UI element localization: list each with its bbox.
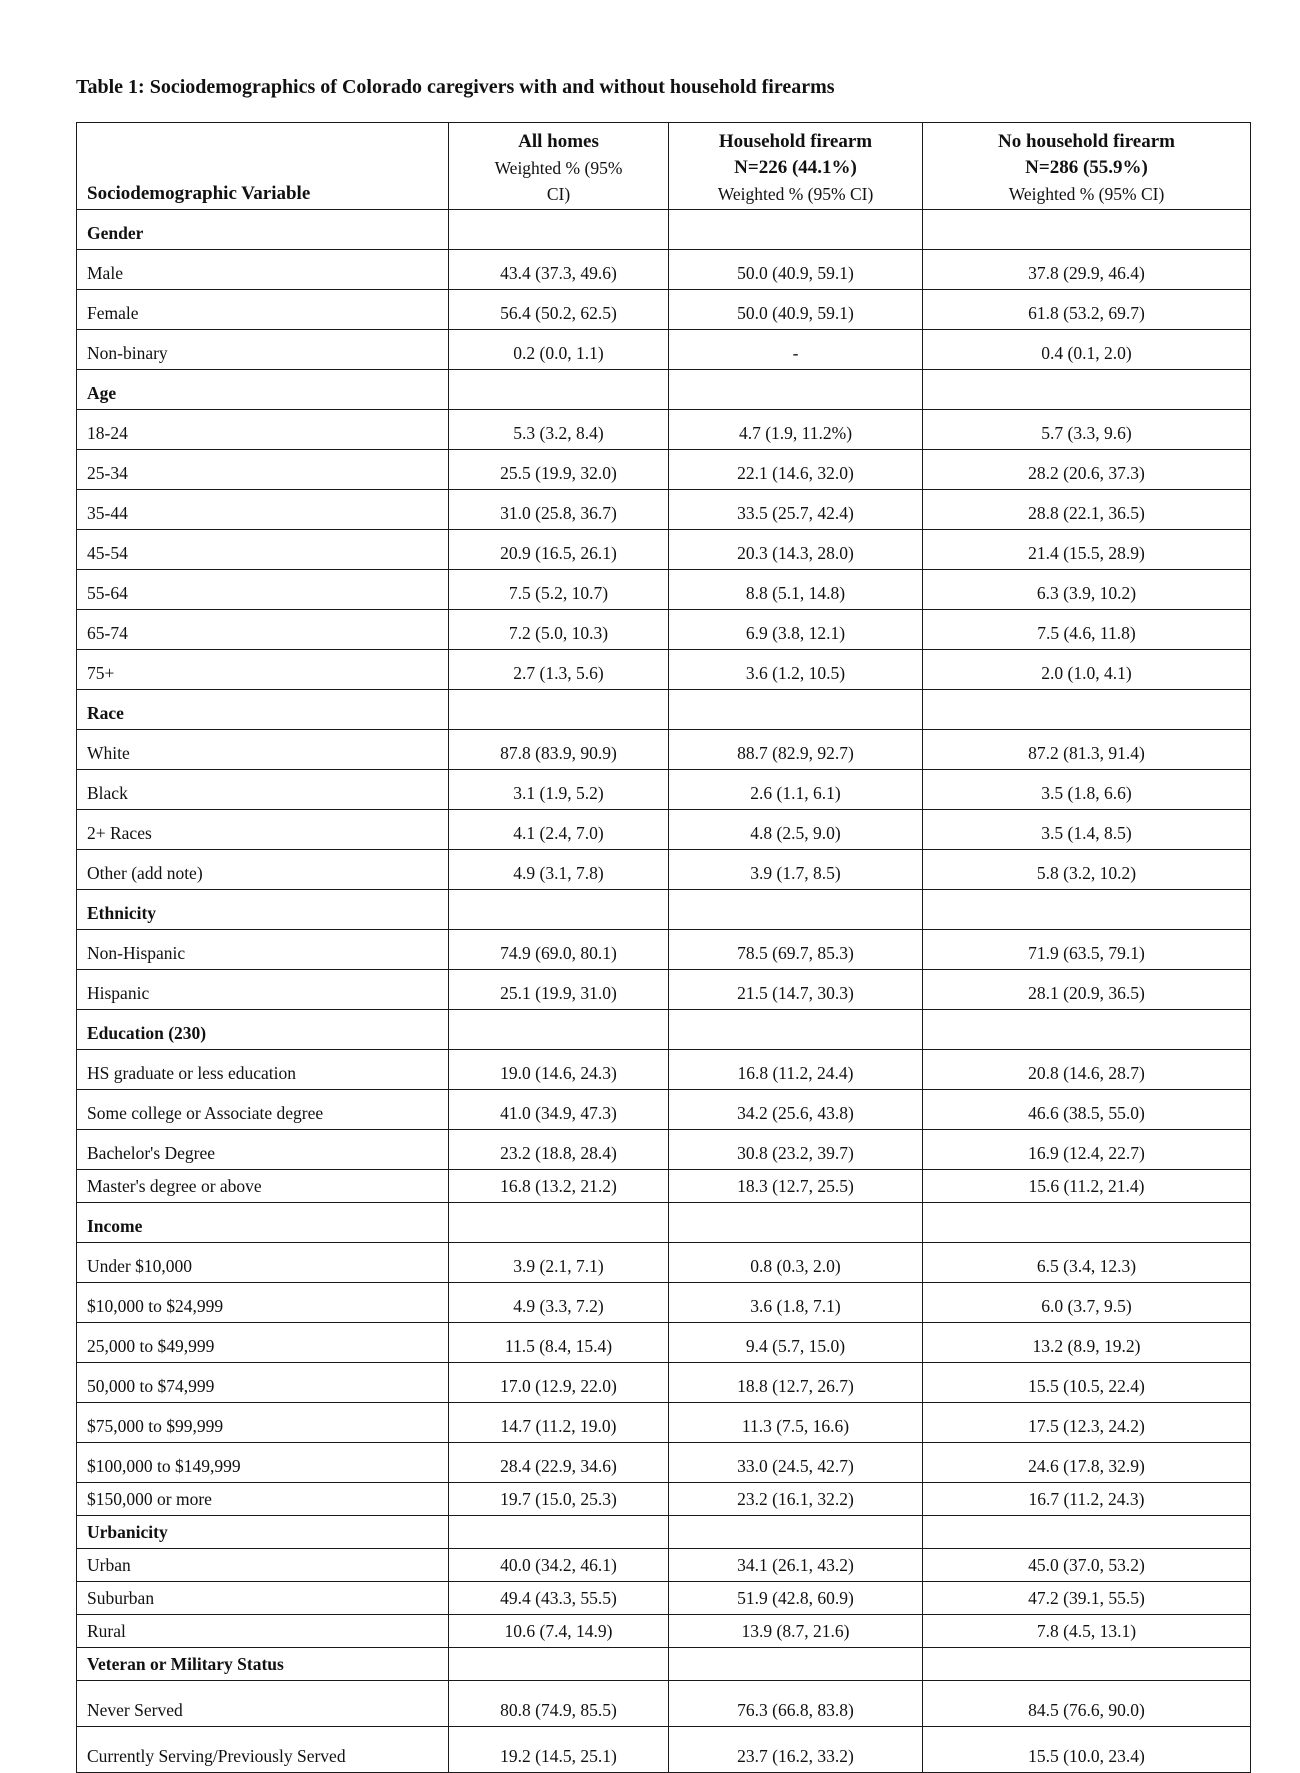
row-label: Non-binary xyxy=(77,330,449,370)
cell-all-homes: 10.6 (7.4, 14.9) xyxy=(449,1615,669,1648)
table-row xyxy=(77,490,1251,530)
cell-no-household-firearm xyxy=(923,1516,1251,1549)
row-label: Other (add note) xyxy=(77,850,449,890)
header-household-firearm-title: Household firearm xyxy=(718,131,873,152)
cell-no-household-firearm: 3.5 (1.4, 8.5) xyxy=(923,810,1251,850)
cell-no-household-firearm: 37.8 (29.9, 46.4) xyxy=(923,250,1251,290)
cell-all-homes: 17.0 (12.9, 22.0) xyxy=(449,1363,669,1403)
cell-no-household-firearm xyxy=(923,210,1251,250)
cell-household-firearm xyxy=(669,690,923,730)
cell-household-firearm: 11.3 (7.5, 16.6) xyxy=(669,1403,923,1443)
table-row xyxy=(77,1130,1251,1170)
cell-household-firearm xyxy=(669,890,923,930)
row-label: Male xyxy=(77,250,449,290)
cell-all-homes xyxy=(449,370,669,410)
table-row xyxy=(77,1681,1251,1727)
cell-household-firearm: 3.9 (1.7, 8.5) xyxy=(669,850,923,890)
row-label: Bachelor's Degree xyxy=(77,1130,449,1170)
cell-no-household-firearm: 28.2 (20.6, 37.3) xyxy=(923,450,1251,490)
cell-all-homes: 41.0 (34.9, 47.3) xyxy=(449,1090,669,1130)
row-label: 75+ xyxy=(77,650,449,690)
category-label: Ethnicity xyxy=(77,890,449,930)
table-row xyxy=(77,930,1251,970)
header-no-household-firearm-title: No household firearm xyxy=(998,131,1175,152)
cell-no-household-firearm: 5.7 (3.3, 9.6) xyxy=(923,410,1251,450)
table-row xyxy=(77,530,1251,570)
header-no-household-firearm xyxy=(923,123,1251,210)
cell-no-household-firearm: 7.8 (4.5, 13.1) xyxy=(923,1615,1251,1648)
table-row xyxy=(77,1403,1251,1443)
header-no-household-firearm-n: N=286 (55.9%) xyxy=(1025,157,1148,178)
cell-household-firearm: 21.5 (14.7, 30.3) xyxy=(669,970,923,1010)
row-label: 25,000 to $49,999 xyxy=(77,1323,449,1363)
row-label: Non-Hispanic xyxy=(77,930,449,970)
cell-all-homes: 16.8 (13.2, 21.2) xyxy=(449,1170,669,1203)
cell-all-homes: 56.4 (50.2, 62.5) xyxy=(449,290,669,330)
row-label: Rural xyxy=(77,1615,449,1648)
cell-all-homes xyxy=(449,690,669,730)
cell-no-household-firearm xyxy=(923,1010,1251,1050)
row-label: Master's degree or above xyxy=(77,1170,449,1203)
cell-household-firearm: 3.6 (1.8, 7.1) xyxy=(669,1283,923,1323)
cell-no-household-firearm: 84.5 (76.6, 90.0) xyxy=(923,1681,1251,1727)
cell-household-firearm: 2.6 (1.1, 6.1) xyxy=(669,770,923,810)
cell-no-household-firearm: 6.0 (3.7, 9.5) xyxy=(923,1283,1251,1323)
cell-household-firearm xyxy=(669,1010,923,1050)
table-title: Table 1: Sociodemographics of Colorado caregivers with and without household firearms xyxy=(76,76,835,98)
cell-no-household-firearm: 5.8 (3.2, 10.2) xyxy=(923,850,1251,890)
cell-no-household-firearm: 15.5 (10.0, 23.4) xyxy=(923,1727,1251,1773)
cell-household-firearm: 4.8 (2.5, 9.0) xyxy=(669,810,923,850)
cell-no-household-firearm: 3.5 (1.8, 6.6) xyxy=(923,770,1251,810)
table-row xyxy=(77,1283,1251,1323)
row-label: 45-54 xyxy=(77,530,449,570)
table-row xyxy=(77,1549,1251,1582)
cell-household-firearm: 88.7 (82.9, 92.7) xyxy=(669,730,923,770)
category-row xyxy=(77,690,1251,730)
category-row xyxy=(77,370,1251,410)
row-label: Hispanic xyxy=(77,970,449,1010)
cell-household-firearm: 34.1 (26.1, 43.2) xyxy=(669,1549,923,1582)
cell-household-firearm: - xyxy=(669,330,923,370)
header-no-household-firearm-sub: Weighted % (95% CI) xyxy=(1008,184,1165,204)
cell-no-household-firearm: 6.3 (3.9, 10.2) xyxy=(923,570,1251,610)
cell-all-homes: 19.7 (15.0, 25.3) xyxy=(449,1483,669,1516)
row-label: 65-74 xyxy=(77,610,449,650)
cell-no-household-firearm xyxy=(923,1203,1251,1243)
cell-household-firearm: 51.9 (42.8, 60.9) xyxy=(669,1582,923,1615)
cell-household-firearm: 8.8 (5.1, 14.8) xyxy=(669,570,923,610)
table-row xyxy=(77,1323,1251,1363)
cell-all-homes: 0.2 (0.0, 1.1) xyxy=(449,330,669,370)
cell-household-firearm: 16.8 (11.2, 24.4) xyxy=(669,1050,923,1090)
cell-all-homes: 4.9 (3.3, 7.2) xyxy=(449,1283,669,1323)
category-label: Veteran or Military Status xyxy=(77,1648,449,1681)
cell-all-homes: 7.2 (5.0, 10.3) xyxy=(449,610,669,650)
table-row xyxy=(77,970,1251,1010)
table-row xyxy=(77,330,1251,370)
cell-no-household-firearm: 45.0 (37.0, 53.2) xyxy=(923,1549,1251,1582)
table-row xyxy=(77,1170,1251,1203)
cell-all-homes: 49.4 (43.3, 55.5) xyxy=(449,1582,669,1615)
cell-no-household-firearm: 28.1 (20.9, 36.5) xyxy=(923,970,1251,1010)
table-row xyxy=(77,1363,1251,1403)
table-row xyxy=(77,1615,1251,1648)
row-label: Urban xyxy=(77,1549,449,1582)
cell-all-homes: 4.1 (2.4, 7.0) xyxy=(449,810,669,850)
cell-no-household-firearm xyxy=(923,890,1251,930)
cell-no-household-firearm: 46.6 (38.5, 55.0) xyxy=(923,1090,1251,1130)
cell-household-firearm xyxy=(669,210,923,250)
header-all-homes-sub2: CI) xyxy=(546,184,571,204)
category-row xyxy=(77,1203,1251,1243)
table-header-row xyxy=(77,123,1251,210)
cell-no-household-firearm: 0.4 (0.1, 2.0) xyxy=(923,330,1251,370)
cell-no-household-firearm: 2.0 (1.0, 4.1) xyxy=(923,650,1251,690)
header-all-homes xyxy=(449,123,669,210)
cell-all-homes: 7.5 (5.2, 10.7) xyxy=(449,570,669,610)
cell-household-firearm: 22.1 (14.6, 32.0) xyxy=(669,450,923,490)
cell-all-homes: 19.2 (14.5, 25.1) xyxy=(449,1727,669,1773)
cell-no-household-firearm: 21.4 (15.5, 28.9) xyxy=(923,530,1251,570)
cell-all-homes: 23.2 (18.8, 28.4) xyxy=(449,1130,669,1170)
cell-no-household-firearm xyxy=(923,1648,1251,1681)
cell-household-firearm: 3.6 (1.2, 10.5) xyxy=(669,650,923,690)
cell-household-firearm: 4.7 (1.9, 11.2%) xyxy=(669,410,923,450)
row-label: 55-64 xyxy=(77,570,449,610)
cell-all-homes: 11.5 (8.4, 15.4) xyxy=(449,1323,669,1363)
cell-all-homes: 2.7 (1.3, 5.6) xyxy=(449,650,669,690)
cell-all-homes: 19.0 (14.6, 24.3) xyxy=(449,1050,669,1090)
cell-all-homes: 74.9 (69.0, 80.1) xyxy=(449,930,669,970)
cell-household-firearm: 33.0 (24.5, 42.7) xyxy=(669,1443,923,1483)
table-row xyxy=(77,410,1251,450)
table-row xyxy=(77,730,1251,770)
cell-no-household-firearm: 6.5 (3.4, 12.3) xyxy=(923,1243,1251,1283)
row-label: 18-24 xyxy=(77,410,449,450)
cell-household-firearm: 30.8 (23.2, 39.7) xyxy=(669,1130,923,1170)
table-row xyxy=(77,810,1251,850)
row-label: Suburban xyxy=(77,1582,449,1615)
cell-all-homes: 80.8 (74.9, 85.5) xyxy=(449,1681,669,1727)
table-row xyxy=(77,1090,1251,1130)
cell-no-household-firearm xyxy=(923,690,1251,730)
cell-household-firearm: 78.5 (69.7, 85.3) xyxy=(669,930,923,970)
table-row xyxy=(77,1050,1251,1090)
cell-household-firearm: 18.8 (12.7, 26.7) xyxy=(669,1363,923,1403)
cell-household-firearm xyxy=(669,1516,923,1549)
cell-all-homes: 87.8 (83.9, 90.9) xyxy=(449,730,669,770)
cell-all-homes: 43.4 (37.3, 49.6) xyxy=(449,250,669,290)
cell-no-household-firearm: 15.5 (10.5, 22.4) xyxy=(923,1363,1251,1403)
header-household-firearm xyxy=(669,123,923,210)
category-label: Race xyxy=(77,690,449,730)
cell-all-homes: 20.9 (16.5, 26.1) xyxy=(449,530,669,570)
row-label: 50,000 to $74,999 xyxy=(77,1363,449,1403)
category-row xyxy=(77,890,1251,930)
table-row xyxy=(77,850,1251,890)
cell-no-household-firearm: 28.8 (22.1, 36.5) xyxy=(923,490,1251,530)
cell-household-firearm: 34.2 (25.6, 43.8) xyxy=(669,1090,923,1130)
header-all-homes-title: All homes xyxy=(518,131,599,152)
cell-no-household-firearm: 7.5 (4.6, 11.8) xyxy=(923,610,1251,650)
cell-no-household-firearm: 13.2 (8.9, 19.2) xyxy=(923,1323,1251,1363)
cell-no-household-firearm: 87.2 (81.3, 91.4) xyxy=(923,730,1251,770)
row-label: Black xyxy=(77,770,449,810)
category-label: Income xyxy=(77,1203,449,1243)
cell-all-homes xyxy=(449,210,669,250)
cell-household-firearm: 23.7 (16.2, 33.2) xyxy=(669,1727,923,1773)
table-row xyxy=(77,1243,1251,1283)
cell-all-homes xyxy=(449,1648,669,1681)
cell-household-firearm: 50.0 (40.9, 59.1) xyxy=(669,290,923,330)
category-label: Education (230) xyxy=(77,1010,449,1050)
cell-all-homes: 3.1 (1.9, 5.2) xyxy=(449,770,669,810)
sociodemographics-table xyxy=(76,122,1251,1773)
header-all-homes-sub1: Weighted % (95% xyxy=(494,158,623,178)
table-row xyxy=(77,650,1251,690)
cell-no-household-firearm: 15.6 (11.2, 21.4) xyxy=(923,1170,1251,1203)
cell-household-firearm: 9.4 (5.7, 15.0) xyxy=(669,1323,923,1363)
cell-all-homes xyxy=(449,1010,669,1050)
category-row xyxy=(77,210,1251,250)
cell-no-household-firearm: 20.8 (14.6, 28.7) xyxy=(923,1050,1251,1090)
cell-all-homes: 31.0 (25.8, 36.7) xyxy=(449,490,669,530)
cell-all-homes: 25.1 (19.9, 31.0) xyxy=(449,970,669,1010)
category-label: Age xyxy=(77,370,449,410)
table-row xyxy=(77,1582,1251,1615)
row-label: White xyxy=(77,730,449,770)
row-label: $75,000 to $99,999 xyxy=(77,1403,449,1443)
cell-household-firearm: 50.0 (40.9, 59.1) xyxy=(669,250,923,290)
cell-household-firearm xyxy=(669,1648,923,1681)
cell-household-firearm: 6.9 (3.8, 12.1) xyxy=(669,610,923,650)
header-household-firearm-n: N=226 (44.1%) xyxy=(734,157,857,178)
cell-all-homes xyxy=(449,1516,669,1549)
table-row xyxy=(77,1727,1251,1773)
row-label: Never Served xyxy=(77,1681,449,1727)
table-row xyxy=(77,290,1251,330)
table-row xyxy=(77,450,1251,490)
cell-no-household-firearm xyxy=(923,370,1251,410)
cell-all-homes: 4.9 (3.1, 7.8) xyxy=(449,850,669,890)
row-label: 35-44 xyxy=(77,490,449,530)
cell-household-firearm xyxy=(669,1203,923,1243)
cell-all-homes: 40.0 (34.2, 46.1) xyxy=(449,1549,669,1582)
row-label: Female xyxy=(77,290,449,330)
cell-no-household-firearm: 17.5 (12.3, 24.2) xyxy=(923,1403,1251,1443)
cell-household-firearm xyxy=(669,370,923,410)
row-label: Under $10,000 xyxy=(77,1243,449,1283)
cell-no-household-firearm: 61.8 (53.2, 69.7) xyxy=(923,290,1251,330)
table-row xyxy=(77,1443,1251,1483)
cell-all-homes: 25.5 (19.9, 32.0) xyxy=(449,450,669,490)
cell-household-firearm: 33.5 (25.7, 42.4) xyxy=(669,490,923,530)
cell-household-firearm: 76.3 (66.8, 83.8) xyxy=(669,1681,923,1727)
table-row xyxy=(77,770,1251,810)
cell-household-firearm: 23.2 (16.1, 32.2) xyxy=(669,1483,923,1516)
cell-household-firearm: 0.8 (0.3, 2.0) xyxy=(669,1243,923,1283)
cell-all-homes: 14.7 (11.2, 19.0) xyxy=(449,1403,669,1443)
cell-all-homes: 5.3 (3.2, 8.4) xyxy=(449,410,669,450)
cell-household-firearm: 20.3 (14.3, 28.0) xyxy=(669,530,923,570)
cell-no-household-firearm: 71.9 (63.5, 79.1) xyxy=(923,930,1251,970)
cell-no-household-firearm: 47.2 (39.1, 55.5) xyxy=(923,1582,1251,1615)
header-household-firearm-sub: Weighted % (95% CI) xyxy=(717,184,874,204)
category-label: Urbanicity xyxy=(77,1516,449,1549)
row-label: HS graduate or less education xyxy=(77,1050,449,1090)
row-label: 25-34 xyxy=(77,450,449,490)
cell-all-homes xyxy=(449,890,669,930)
category-label: Gender xyxy=(77,210,449,250)
cell-no-household-firearm: 16.7 (11.2, 24.3) xyxy=(923,1483,1251,1516)
table-body xyxy=(77,210,1251,1773)
row-label: 2+ Races xyxy=(77,810,449,850)
cell-all-homes xyxy=(449,1203,669,1243)
cell-household-firearm: 18.3 (12.7, 25.5) xyxy=(669,1170,923,1203)
cell-household-firearm: 13.9 (8.7, 21.6) xyxy=(669,1615,923,1648)
cell-all-homes: 28.4 (22.9, 34.6) xyxy=(449,1443,669,1483)
header-variable: Sociodemographic Variable xyxy=(77,123,449,210)
cell-no-household-firearm: 24.6 (17.8, 32.9) xyxy=(923,1443,1251,1483)
row-label: $150,000 or more xyxy=(77,1483,449,1516)
category-row xyxy=(77,1516,1251,1549)
category-row xyxy=(77,1648,1251,1681)
row-label: Currently Serving/Previously Served xyxy=(77,1727,449,1773)
category-row xyxy=(77,1010,1251,1050)
row-label: $10,000 to $24,999 xyxy=(77,1283,449,1323)
row-label: $100,000 to $149,999 xyxy=(77,1443,449,1483)
table-row xyxy=(77,610,1251,650)
table-row xyxy=(77,570,1251,610)
cell-no-household-firearm: 16.9 (12.4, 22.7) xyxy=(923,1130,1251,1170)
table-row xyxy=(77,1483,1251,1516)
table-row xyxy=(77,250,1251,290)
row-label: Some college or Associate degree xyxy=(77,1090,449,1130)
cell-all-homes: 3.9 (2.1, 7.1) xyxy=(449,1243,669,1283)
